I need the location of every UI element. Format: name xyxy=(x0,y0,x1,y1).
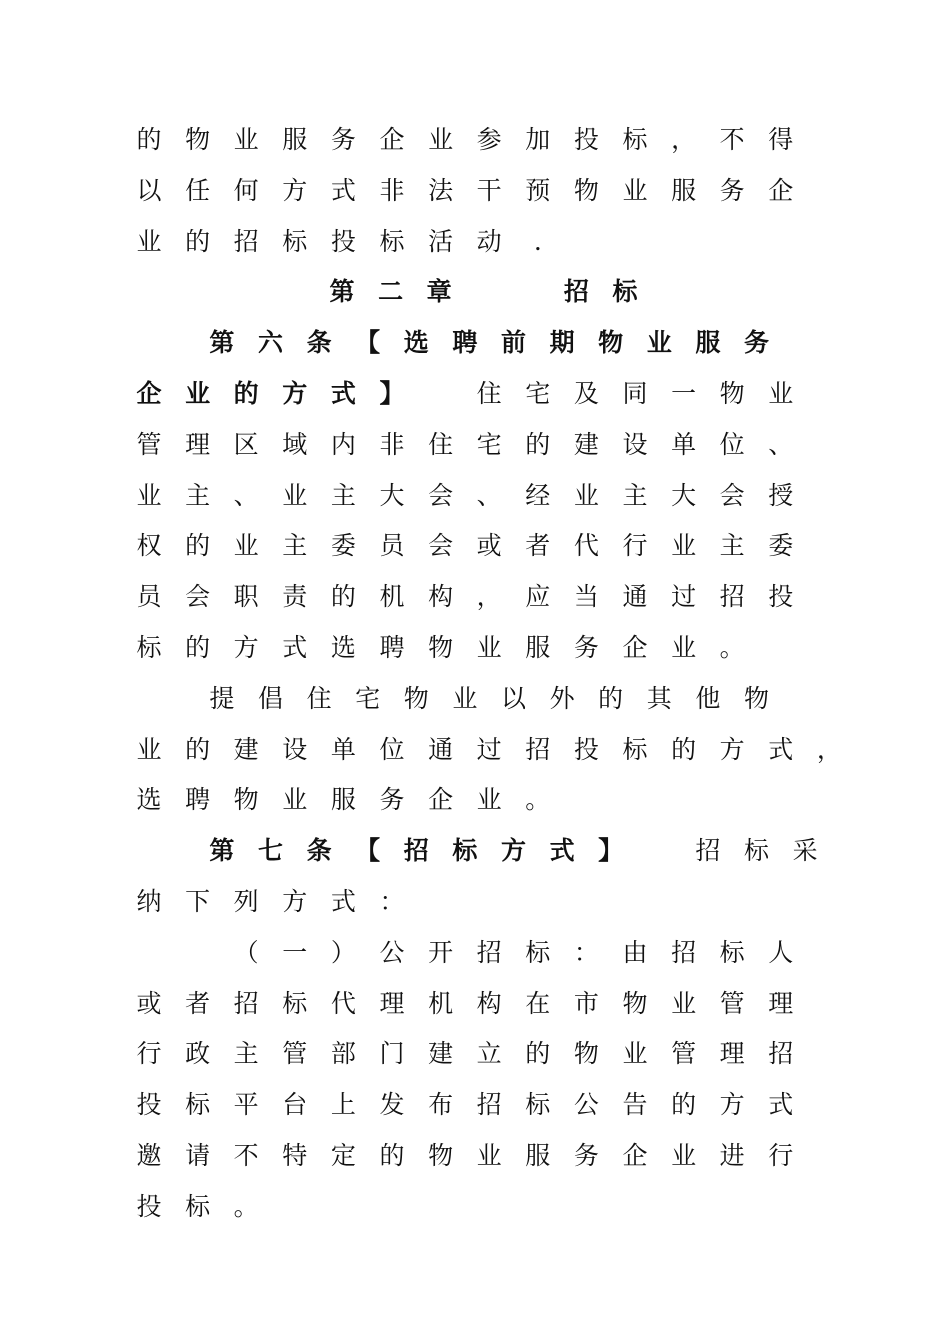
text-line: 行 政 主 管 部 门 建 立 的 物 业 管 理 招 xyxy=(136,1039,794,1069)
text-line: （ 一 ） 公 开 招 标 ： 由 招 标 人 xyxy=(233,937,794,967)
text-line: 以 任 何 方 式 非 法 干 预 物 业 服 务 企 xyxy=(136,175,794,205)
section-heading: 第 二 章 招 标 xyxy=(329,277,638,307)
text-line: 标 的 方 式 选 聘 物 业 服 务 企 业 。 xyxy=(136,633,745,662)
text-line: 权 的 业 主 委 员 会 或 者 代 行 业 主 委 xyxy=(136,531,794,561)
text-line: 企 业 的 方 式 】 住 宅 及 同 一 物 业 xyxy=(136,379,794,408)
text-line: 邀 请 不 特 定 的 物 业 服 务 企 业 进 行 xyxy=(136,1141,794,1170)
text-line: 第 七 条 【 招 标 方 式 】 招 标 采 xyxy=(209,836,818,866)
text-line: 投 标 平 台 上 发 布 招 标 公 告 的 方 式 xyxy=(136,1090,794,1120)
text-line: 提 倡 住 宅 物 业 以 外 的 其 他 物 xyxy=(209,683,769,713)
text-line: 投 标 。 xyxy=(136,1191,259,1221)
section-heading: 第 六 条 【 选 聘 前 期 物 业 服 务 xyxy=(209,328,769,358)
text-line: 业 的 招 标 投 标 活 动 . xyxy=(136,226,542,256)
text-line: 的 物 业 服 务 企 业 参 加 投 标 ， 不 得 xyxy=(136,125,794,154)
text-line: 管 理 区 域 内 非 住 宅 的 建 设 单 位 、 xyxy=(136,429,794,459)
text-line: 纳 下 列 方 式 ： xyxy=(136,887,405,916)
text-line: 员 会 职 责 的 机 构 ， 应 当 通 过 招 投 xyxy=(136,582,794,612)
text-line: 业 的 建 设 单 位 通 过 招 投 标 的 方 式 ， xyxy=(136,734,842,764)
text-line: 选 聘 物 业 服 务 企 业 。 xyxy=(136,785,551,815)
text-line: 或 者 招 标 代 理 机 构 在 市 物 业 管 理 xyxy=(136,988,794,1018)
text-line: 业 主 、 业 主 大 会 、 经 业 主 大 会 授 xyxy=(136,480,794,510)
